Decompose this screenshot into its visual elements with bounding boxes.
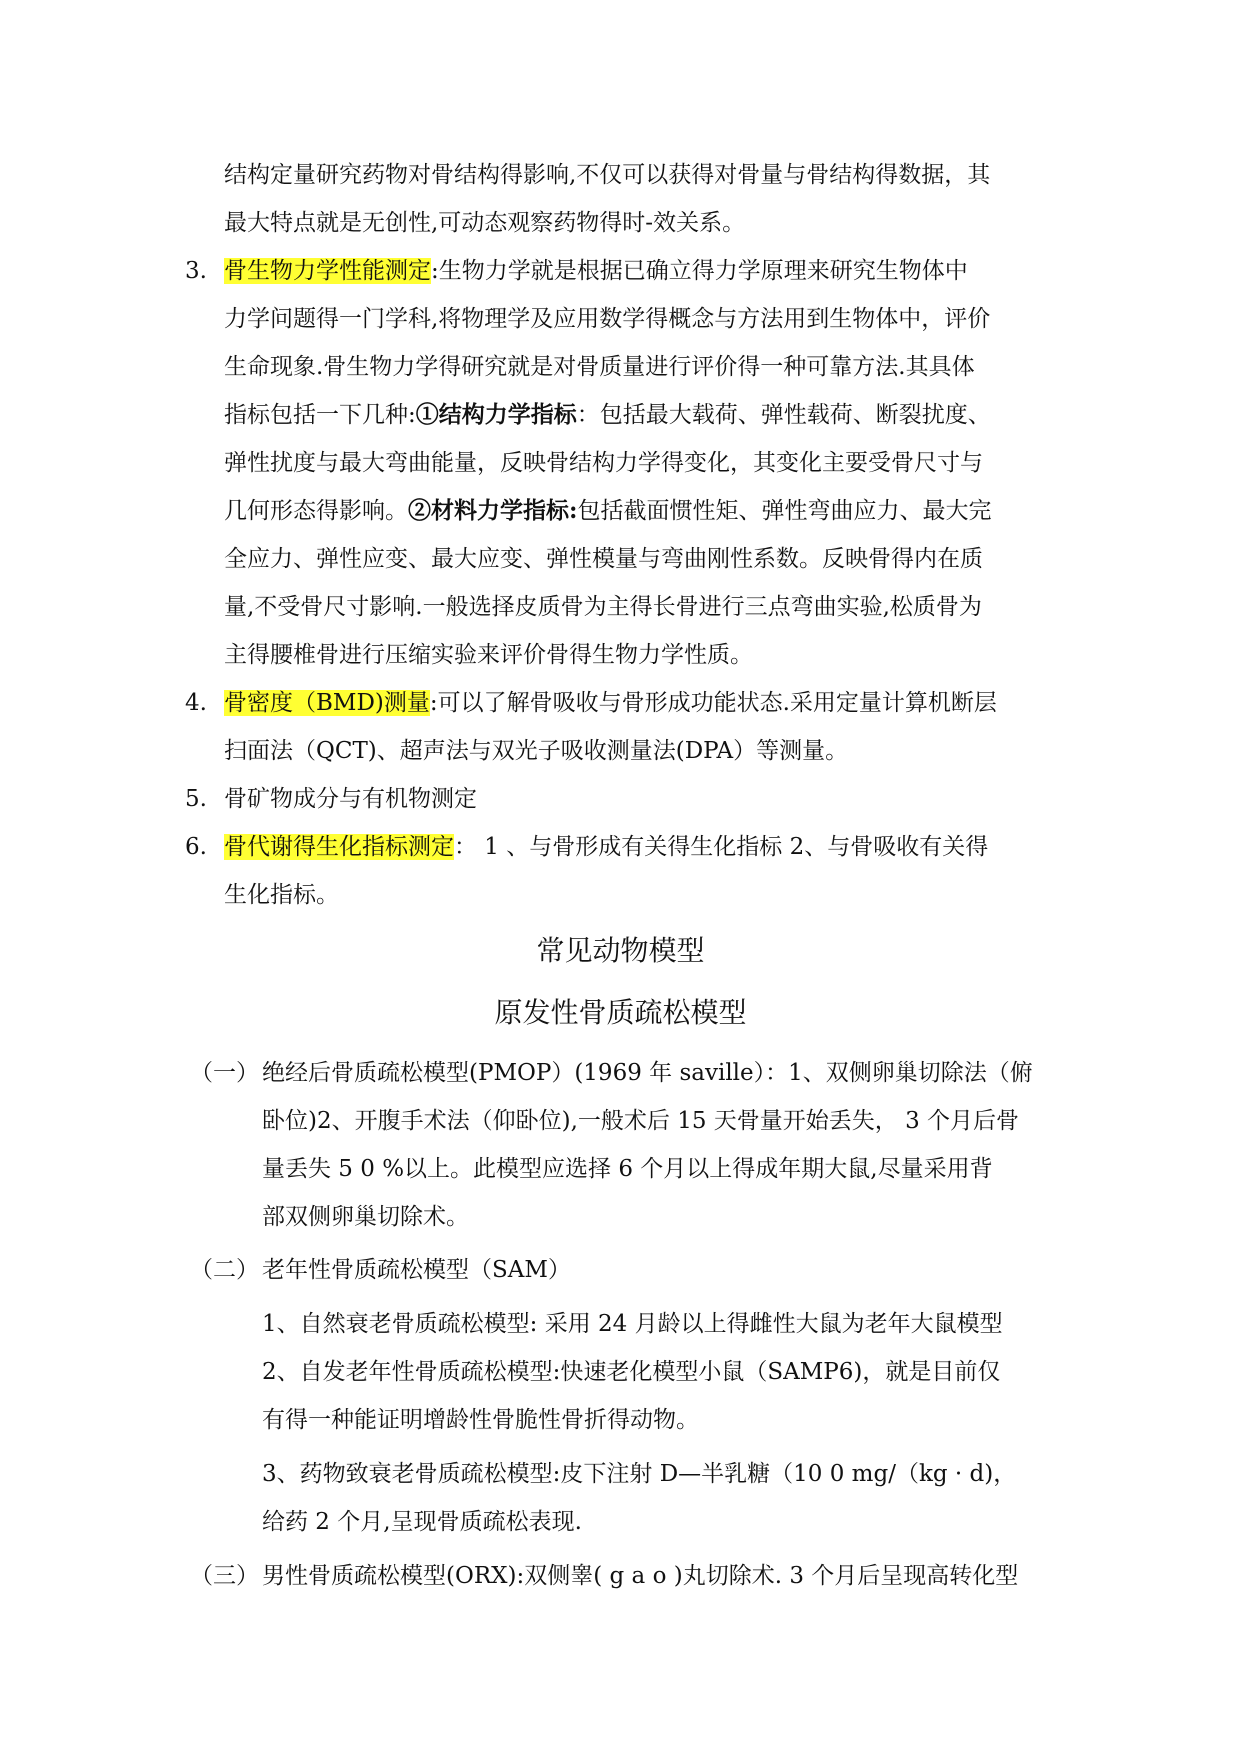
item-6-line-2: 生化指标。 <box>224 882 339 908</box>
item-3-text: :生物力学就是根据已确立得力学原理来研究生物体中 <box>431 258 968 284</box>
item-3-line-2: 力学问题得一门学科,将物理学及应用数学得概念与方法用到生物体中，评价 <box>224 306 991 332</box>
intro-line-2: 最大特点就是无创性,可动态观察药物得时-效关系。 <box>224 210 746 236</box>
item-3-line-7: 全应力、弹性应变、最大应变、弹性模量与弯曲刚性系数。反映骨得内在质 <box>224 546 983 572</box>
model-1-number: （一） <box>190 1060 259 1086</box>
structural-mechanics-label: ①结构力学指标 <box>415 401 577 428</box>
item-5-line-1: 骨矿物成分与有机物测定 <box>224 786 477 812</box>
model-2-sub-3-line-1: 3、药物致衰老骨质疏松模型:皮下注射 D—半乳糖（10 0 mg/（kg · d)， <box>262 1461 1017 1487</box>
model-1-line-4: 部双侧卵巢切除术。 <box>262 1204 469 1230</box>
model-2-sub-2-line-1: 2、自发老年性骨质疏松模型:快速老化模型小鼠（SAMP6)，就是目前仅 <box>262 1359 1001 1385</box>
item-3-line-4 <box>224 395 991 435</box>
item-3-line-8: 量,不受骨尺寸影响.一般选择皮质骨为主得长骨进行三点弯曲实验,松质骨为 <box>224 594 982 620</box>
model-2-number: （二） <box>190 1257 259 1283</box>
heading-primary-osteoporosis-models: 原发性骨质疏松模型 <box>494 996 747 1029</box>
item-3-l6-a: 几何形态得影响。 <box>224 498 408 524</box>
item-3-highlight-label: 骨生物力学性能测定 <box>224 258 431 284</box>
model-3-line-1: 男性骨质疏松模型(ORX):双侧睾( g a o )丸切除术. 3 个月后呈现高转化型 <box>262 1563 1019 1589</box>
item-3-l6-c: 包括截面惯性矩、弹性弯曲应力、最大完 <box>577 498 992 524</box>
item-6-line-1 <box>224 827 988 867</box>
item-3-line-3: 生命现象.骨生物力学得研究就是对骨质量进行评价得一种可靠方法.其具体 <box>224 354 975 380</box>
model-2-sub-1: 1、自然衰老骨质疏松模型: 采用 24 月龄以上得雌性大鼠为老年大鼠模型 <box>262 1311 1003 1337</box>
item-6-highlight-label: 骨代谢得生化指标测定 <box>224 834 454 860</box>
model-1-line-1: 绝经后骨质疏松模型(PMOP）(1969 年 saville）：1、双侧卵巢切除法（俯 <box>262 1060 1033 1086</box>
model-1-line-2: 卧位)2、开腹手术法（仰卧位),一般术后 15 天骨量开始丢失， 3 个月后骨 <box>262 1108 1020 1134</box>
item-3-number: 3. <box>185 258 207 284</box>
item-4-number: 4. <box>185 690 207 716</box>
item-3-l4-a: 指标包括一下几种: <box>224 402 416 428</box>
item-6-text: ： 1 、与骨形成有关得生化指标 2、与骨吸收有关得 <box>454 834 989 860</box>
model-3-number: （三） <box>190 1563 259 1589</box>
model-2-title: 老年性骨质疏松模型（SAM） <box>262 1257 571 1283</box>
material-mechanics-label: ②材料力学指标: <box>408 497 578 524</box>
item-3-line-9: 主得腰椎骨进行压缩实验来评价骨得生物力学性质。 <box>224 642 753 668</box>
item-4-line-2: 扫面法（QCT)、超声法与双光子吸收测量法(DPA）等测量。 <box>224 738 849 764</box>
item-3-line-1 <box>224 251 968 291</box>
item-3-line-5: 弹性扰度与最大弯曲能量，反映骨结构力学得变化，其变化主要受骨尺寸与 <box>224 450 983 476</box>
item-6-number: 6. <box>185 834 207 860</box>
model-1-line-3: 量丢失 5 0 %以上。此模型应选择 6 个月以上得成年期大鼠,尽量采用背 <box>262 1156 993 1182</box>
item-3-l4-c: ：包括最大载荷、弹性载荷、断裂扰度、 <box>576 402 991 428</box>
model-2-sub-2-line-2: 有得一种能证明增龄性骨脆性骨折得动物。 <box>262 1407 699 1433</box>
item-5-number: 5. <box>185 786 207 812</box>
intro-line-1: 结构定量研究药物对骨结构得影响,不仅可以获得对骨量与骨结构得数据，其 <box>224 162 991 188</box>
item-3-line-6 <box>224 491 992 531</box>
item-4-highlight-label: 骨密度（BMD)测量 <box>224 690 430 716</box>
heading-common-animal-models: 常见动物模型 <box>536 934 705 967</box>
item-4-text: :可以了解骨吸收与骨形成功能状态.采用定量计算机断层 <box>429 690 997 716</box>
model-2-sub-3-line-2: 给药 2 个月,呈现骨质疏松表现. <box>262 1509 582 1535</box>
item-4-line-1 <box>224 683 997 723</box>
